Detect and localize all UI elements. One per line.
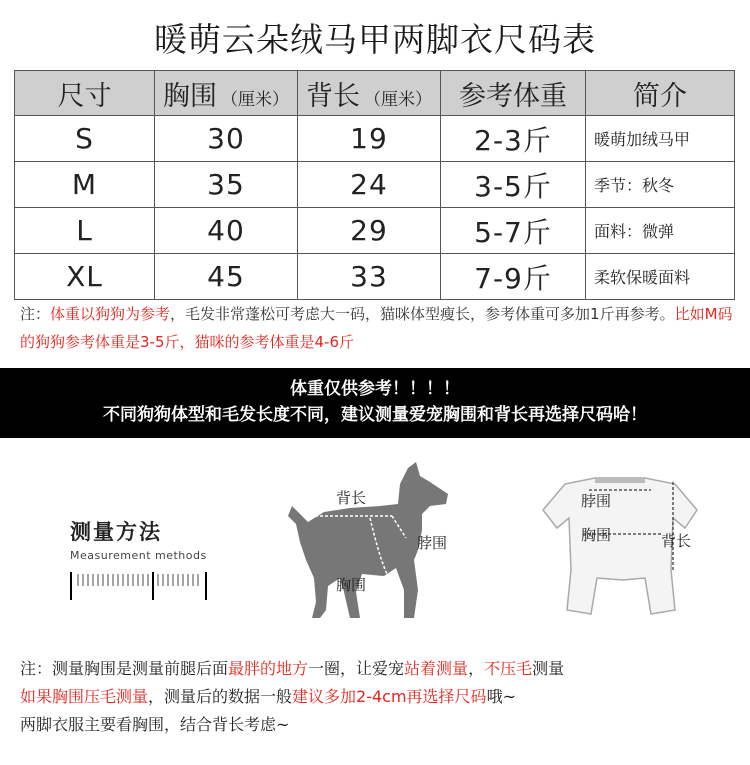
header-back: [298, 71, 441, 116]
cell-back: 33: [298, 254, 441, 300]
cell-chest: 30: [155, 116, 298, 162]
dog-label-back: 背长: [336, 489, 367, 507]
measure-note-text-6: 哦~: [486, 687, 516, 706]
measure-note-highlight-2: 站着测量: [404, 659, 469, 678]
header-chest-label: 胸围: [163, 80, 217, 112]
shirt-label-back: 背长: [661, 532, 692, 550]
measure-note-text-5: ，测量后的数据一般: [148, 687, 293, 706]
size-note: [20, 300, 740, 356]
header-size: 尺寸: [15, 71, 155, 116]
cell-intro: 柔软保暖面料: [586, 254, 735, 300]
measure-note-text-1: 注：测量胸围是测量前腿后面: [20, 659, 229, 678]
cell-chest: 35: [155, 162, 298, 208]
cell-weight: 2-3斤: [441, 116, 586, 162]
measure-note-text-2: 一圈，让爱宠: [308, 659, 405, 678]
header-back-label: 背长: [306, 80, 360, 112]
table-row: [15, 254, 735, 300]
method-title: 测量方法: [70, 520, 162, 544]
header-weight: 参考体重: [441, 71, 586, 116]
cell-intro: 暖萌加绒马甲: [586, 116, 735, 162]
measure-note-text-7: 两脚衣服主要看胸围，结合背长考虑~: [20, 715, 290, 734]
banner-line-1: 体重仅供参考！！！！: [290, 379, 460, 399]
cell-chest: 40: [155, 208, 298, 254]
measure-note-text-3: ，: [468, 659, 485, 678]
dog-silhouette-icon: [280, 460, 480, 640]
shirt-label-chest: 胸围: [581, 526, 612, 544]
header-chest: [155, 71, 298, 116]
measure-note-highlight-5: 建议多加2-4cm再选择尺码: [292, 687, 487, 706]
table-row: [15, 116, 735, 162]
cell-back: 19: [298, 116, 441, 162]
cell-back: 24: [298, 162, 441, 208]
banner-line-2: 不同狗狗体型和毛发长度不同，建议测量爱宠胸围和背长再选择尺码哈！: [103, 405, 647, 425]
method-subtitle: Measurement methods: [70, 549, 207, 562]
header-intro: 简介: [586, 71, 735, 116]
note-highlight-dog: 体重以狗狗为参考: [50, 305, 171, 323]
cell-chest: 45: [155, 254, 298, 300]
cell-size: M: [15, 162, 155, 208]
cell-weight: 5-7斤: [441, 208, 586, 254]
shirt-diagram: [525, 470, 715, 634]
note-text: ，毛发非常蓬松可考虑大一码，猫咪体型瘦长，参考体重可多加1斤再参考。: [170, 305, 675, 323]
ruler-icon: [70, 570, 210, 602]
header-back-unit: （厘米）: [364, 89, 432, 110]
measure-note-highlight-1: 最胖的地方: [228, 659, 309, 678]
measure-note-highlight-3: 不压毛: [484, 659, 533, 678]
table-header-row: [15, 71, 735, 116]
cell-weight: 7-9斤: [441, 254, 586, 300]
cell-back: 29: [298, 208, 441, 254]
cell-size: XL: [15, 254, 155, 300]
measure-note: [20, 655, 740, 739]
size-table: [14, 70, 735, 300]
dog-diagram: [280, 460, 480, 644]
page-title: 暖萌云朵绒马甲两脚衣尺码表: [154, 20, 596, 59]
warning-banner: [0, 368, 750, 438]
cell-size: L: [15, 208, 155, 254]
dog-label-neck: 脖围: [417, 534, 448, 552]
measure-note-highlight-4: 如果胸围压毛测量: [20, 687, 149, 706]
table-row: [15, 208, 735, 254]
cell-intro: 面料：微弹: [586, 208, 735, 254]
measure-note-text-4: 测量: [532, 659, 565, 678]
cell-weight: 3-5斤: [441, 162, 586, 208]
note-prefix: 注：: [20, 305, 51, 323]
table-row: [15, 162, 735, 208]
header-chest-unit: （厘米）: [221, 89, 289, 110]
dog-label-chest: 胸围: [336, 576, 367, 594]
cell-intro: 季节：秋冬: [586, 162, 735, 208]
cell-size: S: [15, 116, 155, 162]
shirt-label-neck: 脖围: [581, 492, 612, 510]
note-highlight-example: 比如M码的狗狗参考体重是3-5斤，猫咪的参考体重是4-6斤: [20, 305, 733, 351]
